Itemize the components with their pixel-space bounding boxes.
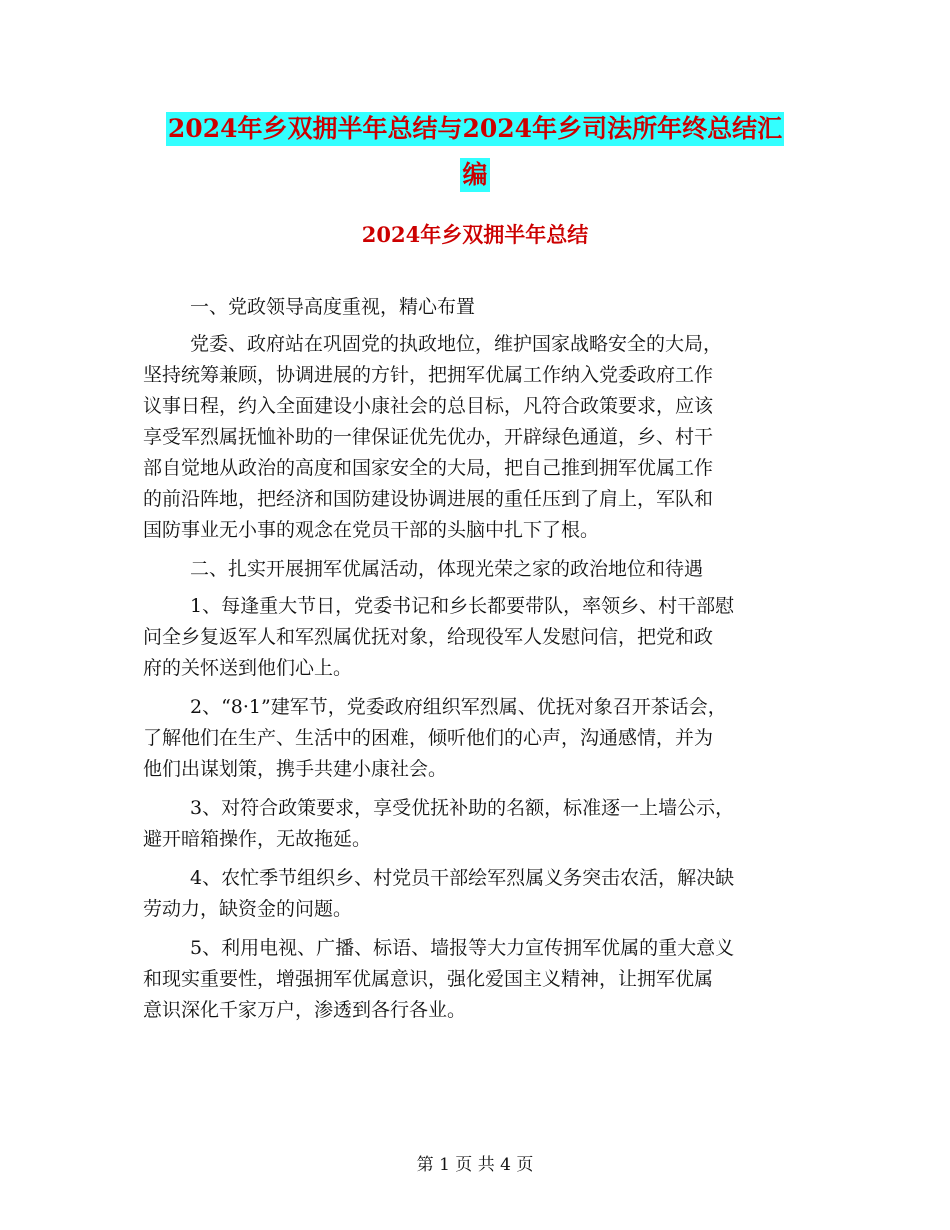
section-heading-1: 一、党政领导高度重视，精心布置 (190, 296, 476, 318)
paragraph-line: 5、利用电视、广播、标语、墙报等大力宣传拥军优属的重大意义 (190, 937, 735, 959)
list-item-2 (143, 692, 823, 785)
title-line-2: 编 (460, 158, 489, 192)
paragraph-line: 1、每逢重大节日，党委书记和乡长都要带队，率领乡、村干部慰 (190, 595, 735, 617)
paragraph-line: 党委、政府站在巩固党的执政地位，维护国家战略安全的大局， (190, 333, 723, 355)
paragraph-line: 劳动力，缺资金的问题。 (143, 898, 353, 920)
paragraph-line: 3、对符合政策要求，享受优抚补助的名额，标准逐一上墙公示， (190, 797, 735, 819)
paragraph-line: 国防事业无小事的观念在党员干部的头脑中扎下了根。 (143, 519, 600, 541)
title-line-1: 2024年乡双拥半年总结与2024年乡司法所年终总结汇 (166, 112, 784, 146)
paragraph-line: 的前沿阵地，把经济和国防建设协调进展的重任压到了肩上，军队和 (143, 488, 714, 510)
paragraph-line: 4、农忙季节组织乡、村党员干部绘军烈属义务突击农活，解决缺 (190, 867, 735, 889)
paragraph-line: 问全乡复返军人和军烈属优抚对象，给现役军人发慰问信，把党和政 (143, 626, 714, 648)
section-subtitle: 2024年乡双拥半年总结 (361, 222, 589, 247)
paragraph-line: 部自觉地从政治的高度和国家安全的大局，把自己推到拥军优属工作 (143, 457, 714, 479)
page-footer: 第 1 页 共 4 页 (416, 1155, 534, 1175)
list-item-5 (143, 933, 823, 1026)
paragraph-1 (143, 329, 823, 546)
document-title (0, 112, 950, 192)
paragraph-line: 议事日程，约入全面建设小康社会的总目标，凡符合政策要求，应该 (143, 395, 714, 417)
section-heading-2: 二、扎实开展拥军优属活动，体现光荣之家的政治地位和待遇 (190, 558, 704, 580)
list-item-4 (143, 863, 823, 925)
paragraph-line: 享受军烈属抚恤补助的一律保证优先优办，开辟绿色通道，乡、村干 (143, 426, 714, 448)
document-body (143, 292, 823, 1034)
paragraph-line: 意识深化千家万户，渗透到各行各业。 (143, 999, 467, 1021)
paragraph-line: 避开暗箱操作，无故拖延。 (143, 828, 372, 850)
paragraph-line: 和现实重要性，增强拥军优属意识，强化爱国主义精神，让拥军优属 (143, 968, 714, 990)
list-item-1 (143, 591, 823, 684)
paragraph-line: 府的关怀送到他们心上。 (143, 657, 353, 679)
paragraph-line: 2、“8·1”建军节，党委政府组织军烈属、优抚对象召开茶话会， (190, 696, 727, 718)
list-item-3 (143, 793, 823, 855)
paragraph-line: 坚持统筹兼顾，协调进展的方针，把拥军优属工作纳入党委政府工作 (143, 364, 714, 386)
paragraph-line: 了解他们在生产、生活中的困难，倾听他们的心声，沟通感情，并为 (143, 727, 714, 749)
paragraph-line: 他们出谋划策，携手共建小康社会。 (143, 758, 448, 780)
